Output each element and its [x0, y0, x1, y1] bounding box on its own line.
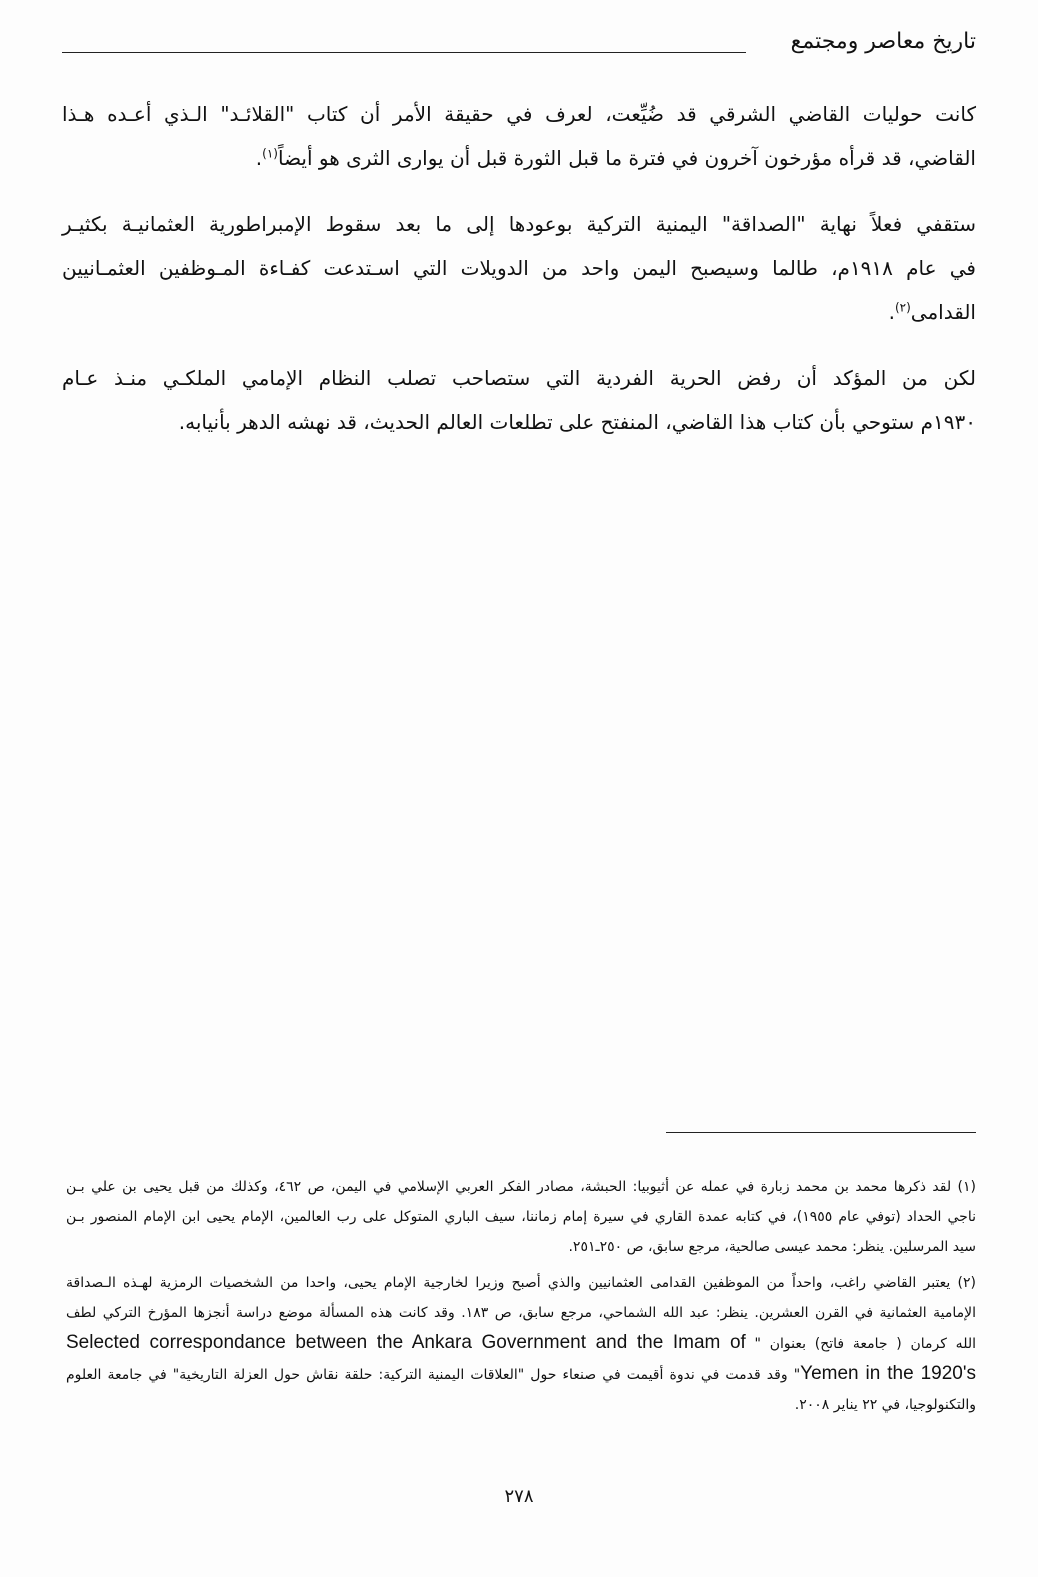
english-title-text: Yemen in the 1920's [800, 1363, 976, 1384]
main-text [62, 92, 976, 466]
footnote-line: والتكنولوجيا، في ٢٢ يناير ٢٠٠٨. [794, 1397, 976, 1413]
footnote-reference[interactable]: (٢) [894, 300, 911, 315]
footnote-1 [66, 1172, 976, 1262]
footnote-line-mixed [66, 1328, 976, 1359]
paragraph-line-text: القدامى [910, 300, 976, 324]
paragraph-line: كانت حوليات القاضي الشرقي قد ضُيِّعت، لعرف في حقيقة الأمر أن كتاب "القلائـد" الـذي أعـده هـذا [62, 102, 976, 126]
footnote-line: سيد المرسلين. ينظر: محمد عيسى صالحية، مرجع سابق، ص ٢٥٠ـ٢٥١. [568, 1239, 976, 1255]
footnote-arabic-text: الله كرمان ( جامعة فاتح) بعنوان " [754, 1336, 976, 1352]
footnote-line: (١) لقد ذكرها محمد بن محمد زبارة في عمله عن أثيوبيا: الحبشة، مصادر الفكر العربي الإسلامي في اليمن، ص ٤٦٢، وكذلك من قبل يحيى بن علي بـن [66, 1179, 976, 1195]
paragraph-line: ١٩٣٠م ستوحي بأن كتاب هذا القاضي، المنفتح على تطلعات العالم الحديث، قد نهشه الدهر بأنيابه. [178, 410, 976, 434]
header-title: تاريخ معاصر ومجتمع [790, 29, 976, 54]
footnote-line: الإمامية العثمانية في القرن العشرين. ينظر: عبد الله الشماحي، مرجع سابق، ص ١٨٣. وقد كانت هذه المسألة موضع دراسة أنجزها المؤرخ التركي لطف [66, 1305, 976, 1321]
paragraph-line: لكن من المؤكد أن رفض الحرية الفردية التي ستصاحب تصلب النظام الإمامي الملكـي منـذ عـام [62, 366, 976, 390]
paragraph-line: في عام ١٩١٨م، طالما وسيصبح اليمن واحد من الدويلات التي اسـتدعت كفـاءة المـوظفين العثمـانيين [62, 256, 976, 280]
footnote-line: ناجي الحداد (توفي عام ١٩٥٥)، في كتابه عمدة القاري في سيرة إمام زماننا، سيف الباري المتوكل على رب العالمين، الإمام يحيى ابن الإمام المنصور بـن [66, 1209, 976, 1225]
footnote-arabic-text: " وقد قدمت في ندوة أقيمت في صنعاء حول "العلاقات اليمنية التركية: حلقة نقاش حول العزلة التاريخية" في جامعة العلوم [66, 1367, 801, 1383]
page-number: ٢٧٨ [504, 1486, 534, 1507]
footnote-reference[interactable]: (١) [262, 146, 278, 161]
english-title-text: Selected correspondance between the Ankara Government and the Imam of [66, 1332, 746, 1353]
footnote-line-mixed [66, 1359, 976, 1390]
footnotes [66, 1172, 976, 1426]
paragraph-line: ستقفي فعلاً نهاية "الصداقة" اليمنية التركية بوعودها إلى ما بعد سقوط الإمبراطورية العثمانيـة بكثيـر [62, 212, 976, 236]
footnote-line: (٢) يعتبر القاضي راغب، واحداً من الموظفين القدامى العثمانيين والذي أصبح وزيرا لخارجية الإمام يحيى، واحدا من الشخصيات الرمزية لهـذه الـصداقة [66, 1275, 976, 1291]
header-rule [62, 52, 746, 53]
footnote-separator [666, 1132, 976, 1133]
paragraph-1 [62, 92, 976, 180]
paragraph-3 [62, 356, 976, 444]
paragraph-line-text: القاضي، قد قرأه مؤرخون آخرون في فترة ما قبل الثورة قبل أن يوارى الثرى هو أيضاً [277, 146, 976, 170]
paragraph-line: القدامى$^{(٢)}$. [888, 300, 976, 324]
running-header [62, 28, 976, 62]
footnote-2 [66, 1268, 976, 1420]
paragraph-line: القاضي، قد قرأه مؤرخون آخرون في فترة ما قبل الثورة قبل أن يوارى الثرى هو أيضاً$^{(١)}$. [255, 146, 976, 170]
paragraph-2 [62, 202, 976, 334]
